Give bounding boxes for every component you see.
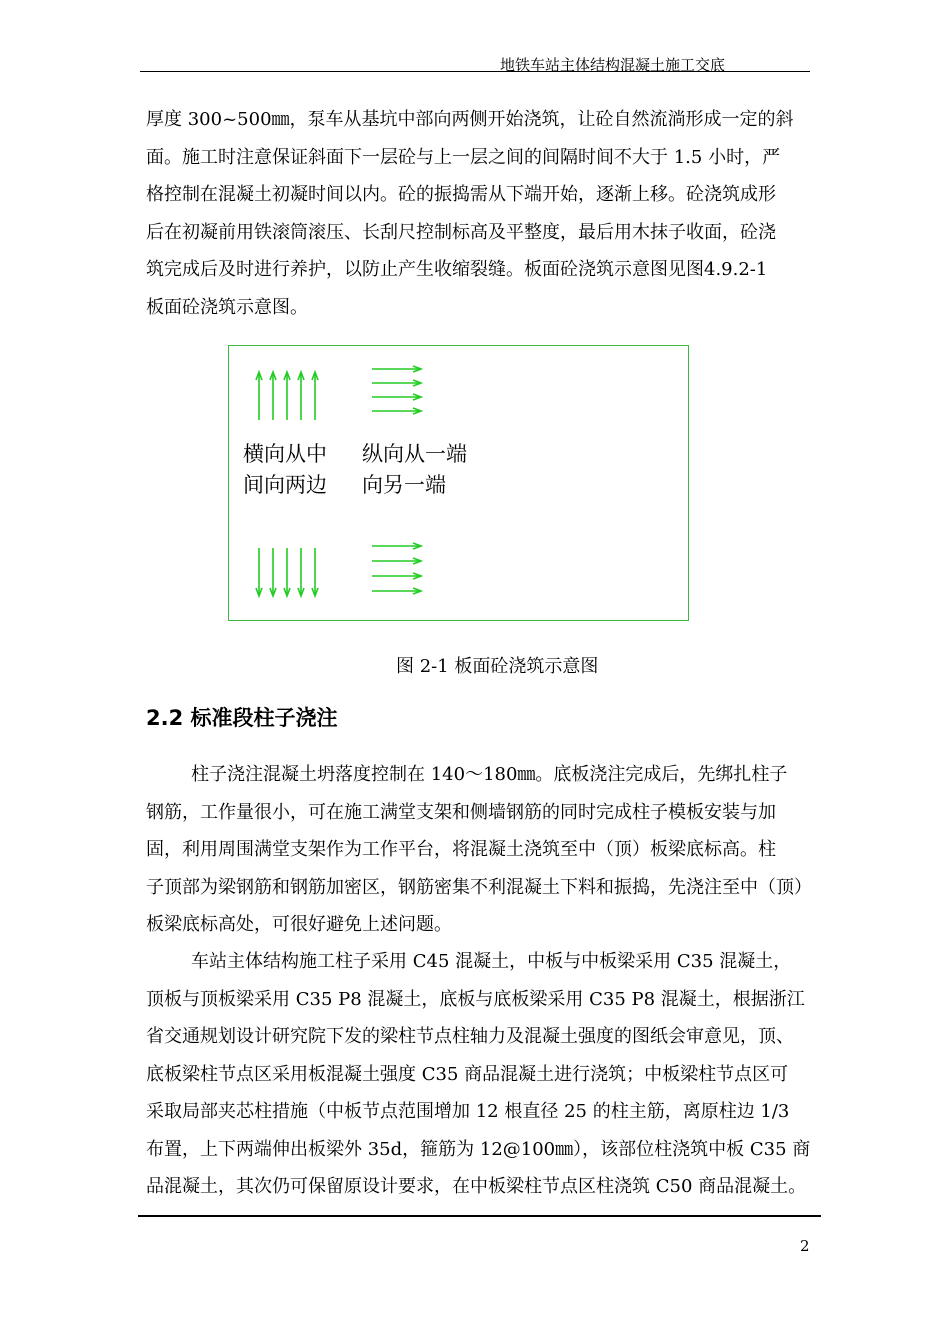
- paragraph-line: 板面砼浇筑示意图。: [146, 296, 308, 318]
- paragraph-line: 柱子浇注混凝土坍落度控制在 140～180㎜。底板浇注完成后，先绑扎柱子: [191, 764, 788, 785]
- horizontal-arrows-top: [369, 364, 429, 422]
- paragraph-line: 面。施工时注意保证斜面下一层砼与上一层之间的间隔时间不大于 1.5 小时，严: [146, 146, 781, 168]
- label-line: 间向两边: [243, 473, 327, 497]
- paragraph-line: 采取局部夹芯柱措施（中板节点范围增加 12 根直径 25 的柱主筋，离原柱边 1/3: [146, 1101, 790, 1122]
- paragraph-line: 顶板与顶板梁采用 C35 P8 混凝土，底板与底板梁采用 C35 P8 混凝土，根据浙江: [146, 988, 805, 1010]
- paragraph-line: 厚度 300~500㎜，泵车从基坑中部向两侧开始浇筑，让砼自然流淌形成一定的斜: [146, 109, 794, 130]
- label-line: 横向从中: [243, 442, 327, 466]
- paragraph-line: 格控制在混凝土初凝时间以内。砼的振捣需从下端开始，逐渐上移。砼浇筑成形: [146, 184, 776, 205]
- paragraph-line: 钢筋，工作量很小，可在施工满堂支架和侧墙钢筋的同时完成柱子模板安装与加: [146, 801, 776, 823]
- paragraph-line: 后在初凝前用铁滚筒滚压、长刮尺控制标高及平整度，最后用木抹子收面，砼浇: [146, 221, 776, 243]
- footer-rule: [138, 1215, 821, 1217]
- vertical-arrows-bottom: [251, 544, 331, 600]
- horizontal-arrows-bottom: [369, 541, 429, 601]
- pouring-diagram: [228, 345, 689, 621]
- paragraph-2: [146, 756, 816, 944]
- vertical-arrows-top: [251, 368, 331, 424]
- header-rule: [140, 71, 810, 72]
- section-heading: 2.2 标准段柱子浇注: [146, 706, 338, 730]
- paragraph-1: [146, 101, 816, 326]
- figure-caption: 图 2-1 板面砼浇筑示意图: [396, 656, 599, 677]
- paragraph-3: [146, 943, 816, 1206]
- header-title: 地铁车站主体结构混凝土施工交底: [500, 56, 726, 74]
- label-line: 向另一端: [362, 473, 446, 497]
- label-transverse: [243, 439, 327, 501]
- paragraph-line: 车站主体结构施工柱子采用 C45 混凝土，中板与中板梁采用 C35 混凝土，: [191, 951, 792, 972]
- paragraph-line: 品混凝土，其次仍可保留原设计要求，在中板梁柱节点区柱浇筑 C50 商品混凝土。: [146, 1176, 807, 1197]
- paragraph-line: 筑完成后及时进行养护，以防止产生收缩裂缝。板面砼浇筑示意图见图4.9.2-1: [146, 259, 768, 280]
- paragraph-line: 布置，上下两端伸出板梁外 35d，箍筋为 12@100㎜），该部位柱浇筑中板 C35 商: [146, 1138, 811, 1160]
- paragraph-line: 底板梁柱节点区采用板混凝土强度 C35 商品混凝土进行浇筑；中板梁柱节点区可: [146, 1063, 789, 1085]
- paragraph-line: 固，利用周围满堂支架作为工作平台，将混凝土浇筑至中（顶）板梁底标高。柱: [146, 839, 776, 860]
- page-number: 2: [800, 1237, 810, 1255]
- label-line: 纵向从一端: [362, 442, 467, 466]
- paragraph-line: 板梁底标高处，可很好避免上述问题。: [146, 914, 452, 935]
- label-longitudinal: [362, 439, 467, 501]
- paragraph-line: 子顶部为梁钢筋和钢筋加密区，钢筋密集不利混凝土下料和振捣，先浇注至中（顶）: [146, 876, 812, 898]
- paragraph-line: 省交通规划设计研究院下发的梁柱节点柱轴力及混凝土强度的图纸会审意见，顶、: [146, 1026, 794, 1047]
